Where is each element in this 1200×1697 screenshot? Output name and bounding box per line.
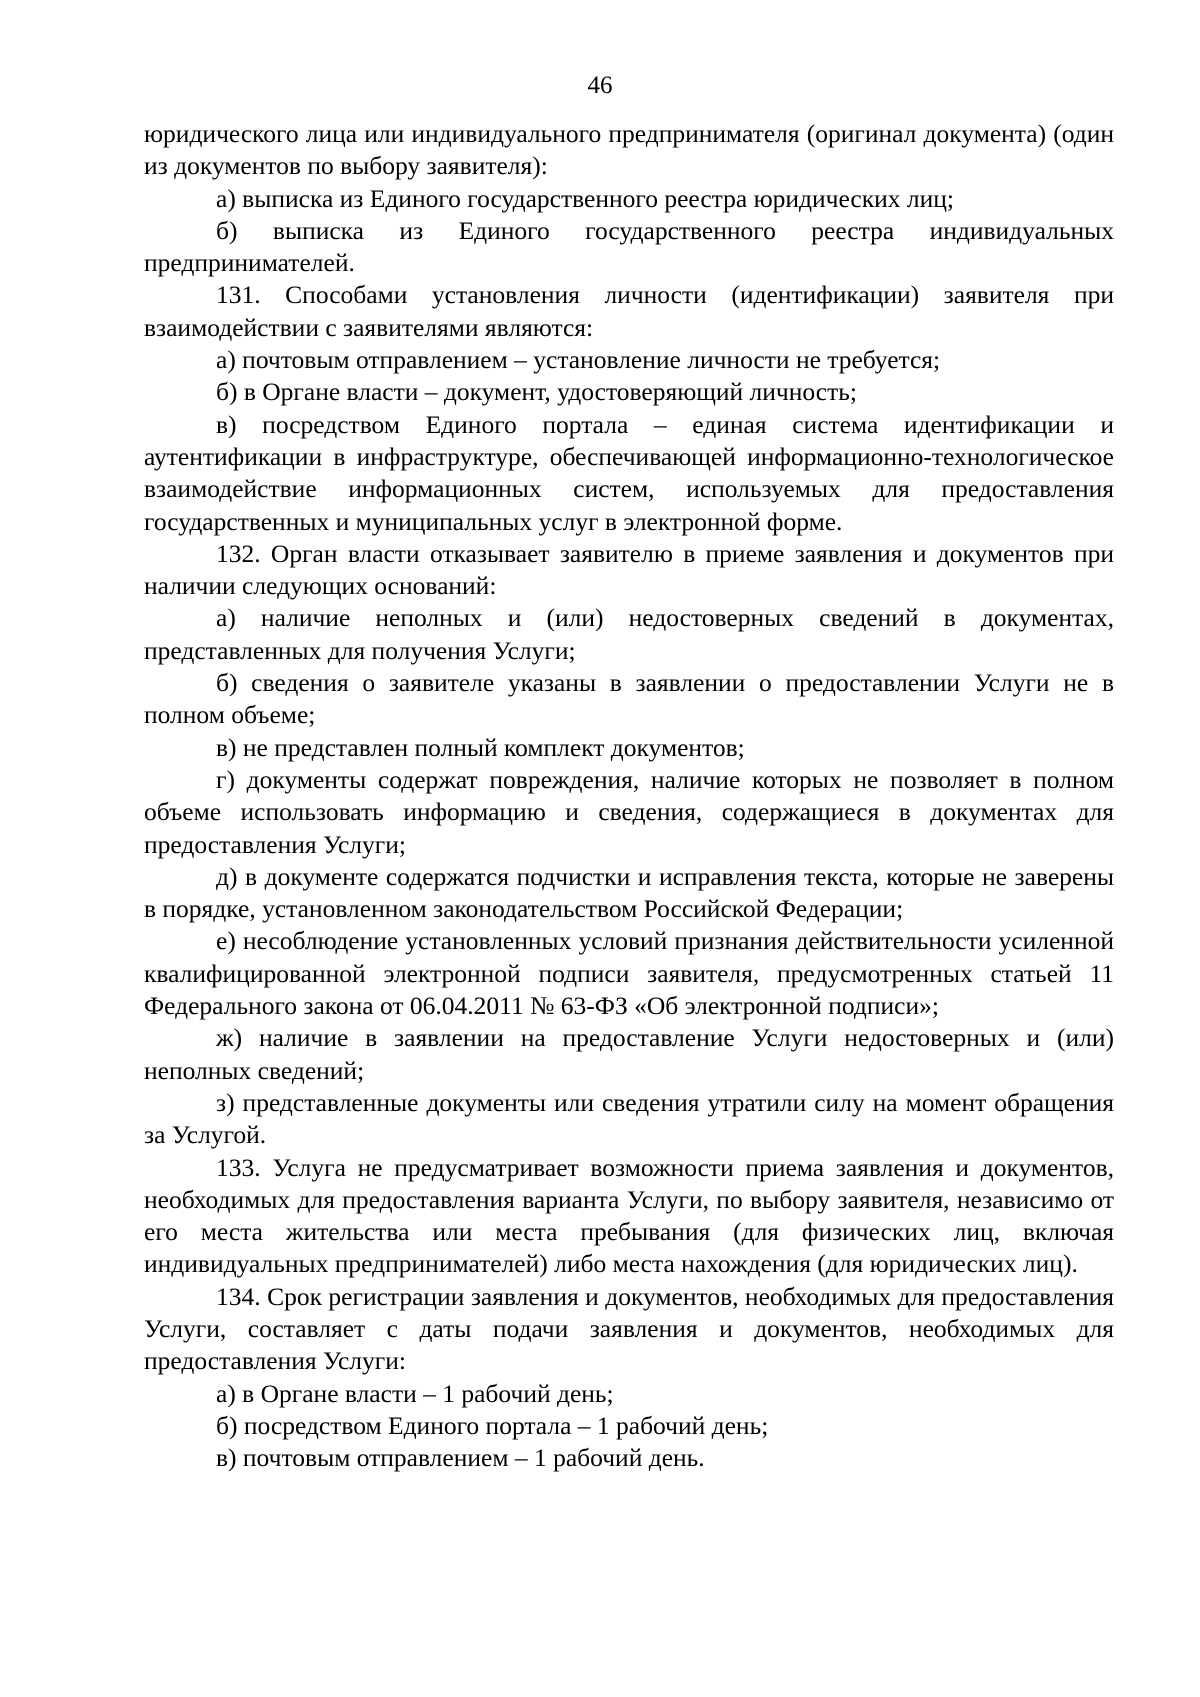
paragraph-list-item: в) не представлен полный комплект документов; [216,732,745,762]
paragraph-list-item: з) представленные документы или сведения утратили силу на момент обращения за Услугой. [144,1087,1114,1150]
paragraph-list-item: д) в документе содержатся подчистки и исправления текста, которые не заверены в порядке, установленном законодательством Российской Федерации; [144,861,1114,924]
paragraph-list-item: е) несоблюдение установленных условий признания действительности усиленной квалифицированной электронной подписи заявителя, предусмотренных статьей 11 Федерального закона от 06.04.2011 № 63-ФЗ «Об электронной подписи»; [144,926,1114,1021]
paragraph-clause-132: 132. Орган власти отказывает заявителю в приеме заявления и документов при наличии следующих оснований: [144,538,1114,601]
paragraph-list-item: б) в Органе власти – документ, удостоверяющий личность; [216,377,857,407]
paragraph-list-item: в) посредством Единого портала – единая система идентификации и аутентификации в инфраструктуре, обеспечивающей информационно-технологическое взаимодействие информационных систем, используемых для предоставления государственных и муниципальных услуг в электронной форме. [144,409,1114,536]
paragraph-list-item: г) документы содержат повреждения, наличие которых не позволяет в полном объеме использовать информацию и сведения, содержащиеся в документах для предоставления Услуги; [144,764,1114,859]
paragraph-list-item: б) сведения о заявителе указаны в заявлении о предоставлении Услуги не в полном объеме; [144,668,1114,730]
paragraph-continuation: юридического лица или индивидуального предпринимателя (оригинал документа) (один из документов по выбору заявителя): [144,119,1114,181]
paragraph-list-item: а) наличие неполных и (или) недостоверных сведений в документах, представленных для получения Услуги; [144,603,1114,665]
paragraph-list-item: в) почтовым отправлением – 1 рабочий день. [216,1443,705,1473]
paragraph-list-item: а) выписка из Единого государственного реестра юридических лиц; [216,183,955,213]
paragraph-clause-133: 133. Услуга не предусматривает возможности приема заявления и документов, необходимых для предоставления варианта Услуги, по выбору заявителя, независимо от его места жительства или места пребывания (для физических лиц, включая индивидуальных предпринимателей) либо места нахождения (для юридических лиц). [144,1152,1114,1279]
paragraph-list-item: б) выписка из Единого государственного реестра индивидуальных предпринимателей. [144,215,1114,278]
page-number: 46 [587,72,613,99]
paragraph-clause-131: 131. Способами установления личности (идентификации) заявителя при взаимодействии с заявителями являются: [144,280,1114,342]
paragraph-list-item: ж) наличие в заявлении на предоставление Услуги недостоверных и (или) неполных сведений; [144,1023,1114,1085]
paragraph-list-item: б) посредством Единого портала – 1 рабочий день; [216,1410,769,1440]
paragraph-list-item: а) почтовым отправлением – установление личности не требуется; [216,345,941,375]
paragraph-list-item: а) в Органе власти – 1 рабочий день; [216,1378,614,1408]
paragraph-clause-134: 134. Срок регистрации заявления и документов, необходимых для предоставления Услуги, составляет с даты подачи заявления и документов, необходимых для предоставления Услуги: [144,1281,1114,1376]
document-body [144,118,1114,1474]
